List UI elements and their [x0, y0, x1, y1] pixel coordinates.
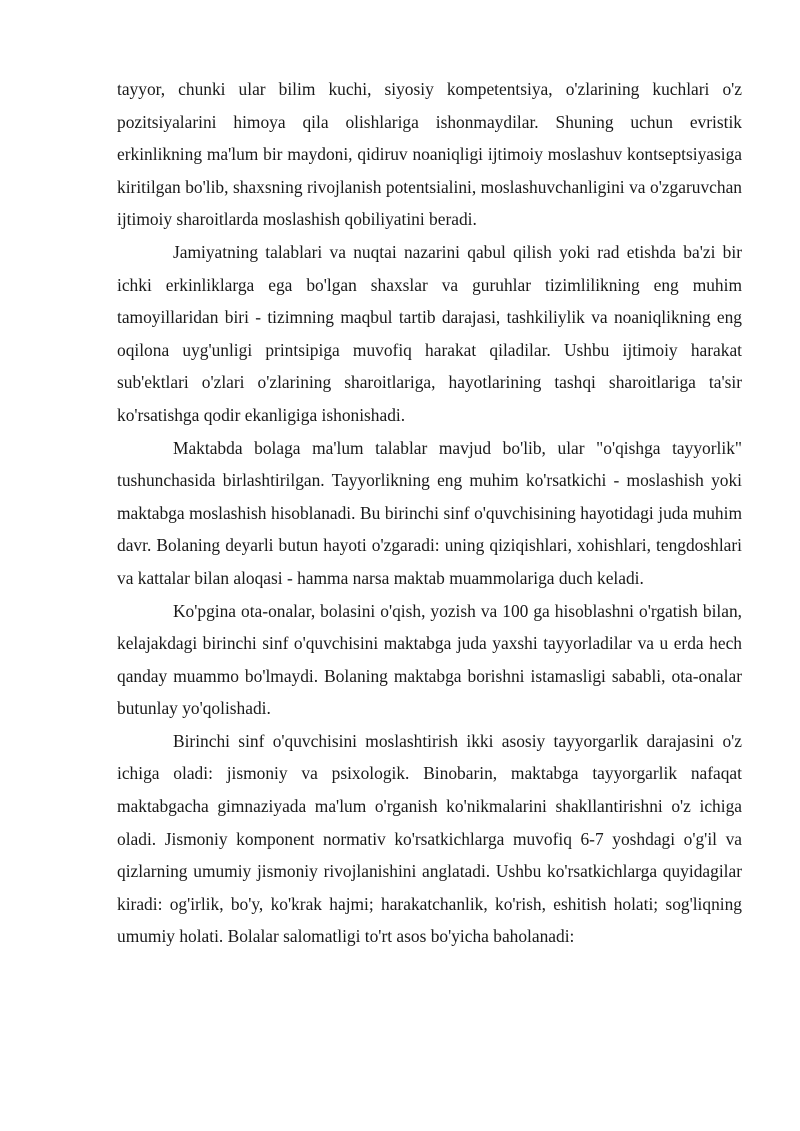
paragraph-1: tayyor, chunki ular bilim kuchi, siyosiy kompetentsiya, o'zlarining kuchlari o'z pozitsiyalarini himoya qila olishlariga ishonmaydilar. Shuning uchun evristik erkinlikning ma'lum bir maydoni, qidiruv noaniqligi ijtimoiy moslashuv kontseptsiyasiga kiritilgan bo'lib, shaxsning rivojlanish potentsialini, moslashuvchanligini va o'zgaruvchan ijtimoiy sharoitlarda moslashish qobiliyatini beradi. [117, 79, 742, 230]
paragraph-5: Birinchi sinf o'quvchisini moslashtirish ikki asosiy tayyorgarlik darajasini o'z ichiga oladi: jismoniy va psixologik. Binobarin, maktabga tayyorgarlik nafaqat maktabgacha gimnaziyada ma'lum o'rganish ko'nikmalarini shakllantirishni o'z ichiga oladi. Jismoniy komponent normativ ko'rsatkichlarga muvofiq 6-7 yoshdagi o'g'il va qizlarning umumiy jismoniy rivojlanishini anglatadi. Ushbu ko'rsatkichlarga quyidagilar kiradi: og'irlik, bo'y, ko'krak hajmi; harakatchanlik, ko'rish, eshitish holati; sog'liqning umumiy holati. Bolalar salomatligi to'rt asos bo'yicha baholanadi: [117, 730, 742, 947]
document-body [117, 73, 742, 953]
paragraph-4: Ko'pgina ota-onalar, bolasini o'qish, yozish va 100 ga hisoblashni o'rgatish bilan, kelajakdagi birinchi sinf o'quvchisini maktabga juda yaxshi tayyorladilar va u erda hech qanday muammo bo'lmaydi. Bolaning maktabga borishni istamasligi sababli, ota-onalar butunlay yo'qolishadi. [117, 600, 742, 719]
paragraph-3: Maktabda bolaga ma'lum talablar mavjud bo'lib, ular "o'qishga tayyorlik" tushunchasida birlashtirilgan. Tayyorlikning eng muhim ko'rsatkichi - moslashish yoki maktabga moslashish hisoblanadi. Bu birinchi sinf o'quvchisining hayotidagi juda muhim davr. Bolaning deyarli butun hayoti o'zgaradi: uning qiziqishlari, xohishlari, tengdoshlari va kattalar bilan aloqasi - hamma narsa maktab muammolariga duch keladi. [117, 437, 742, 588]
paragraph-2: Jamiyatning talablari va nuqtai nazarini qabul qilish yoki rad etishda ba'zi bir ichki erkinliklarga ega bo'lgan shaxslar va guruhlar tizimlilikning eng muhim tamoyillaridan biri - tizimning maqbul tartib darajasi, tashkiliylik va noaniqlikning eng oqilona uyg'unligi printsipiga muvofiq harakat qiladilar. Ushbu ijtimoiy harakat sub'ektlari o'zlari o'zlarining sharoitlariga, hayotlarining tashqi sharoitlariga ta'sir ko'rsatishga qodir ekanligiga ishonishadi. [117, 241, 742, 425]
